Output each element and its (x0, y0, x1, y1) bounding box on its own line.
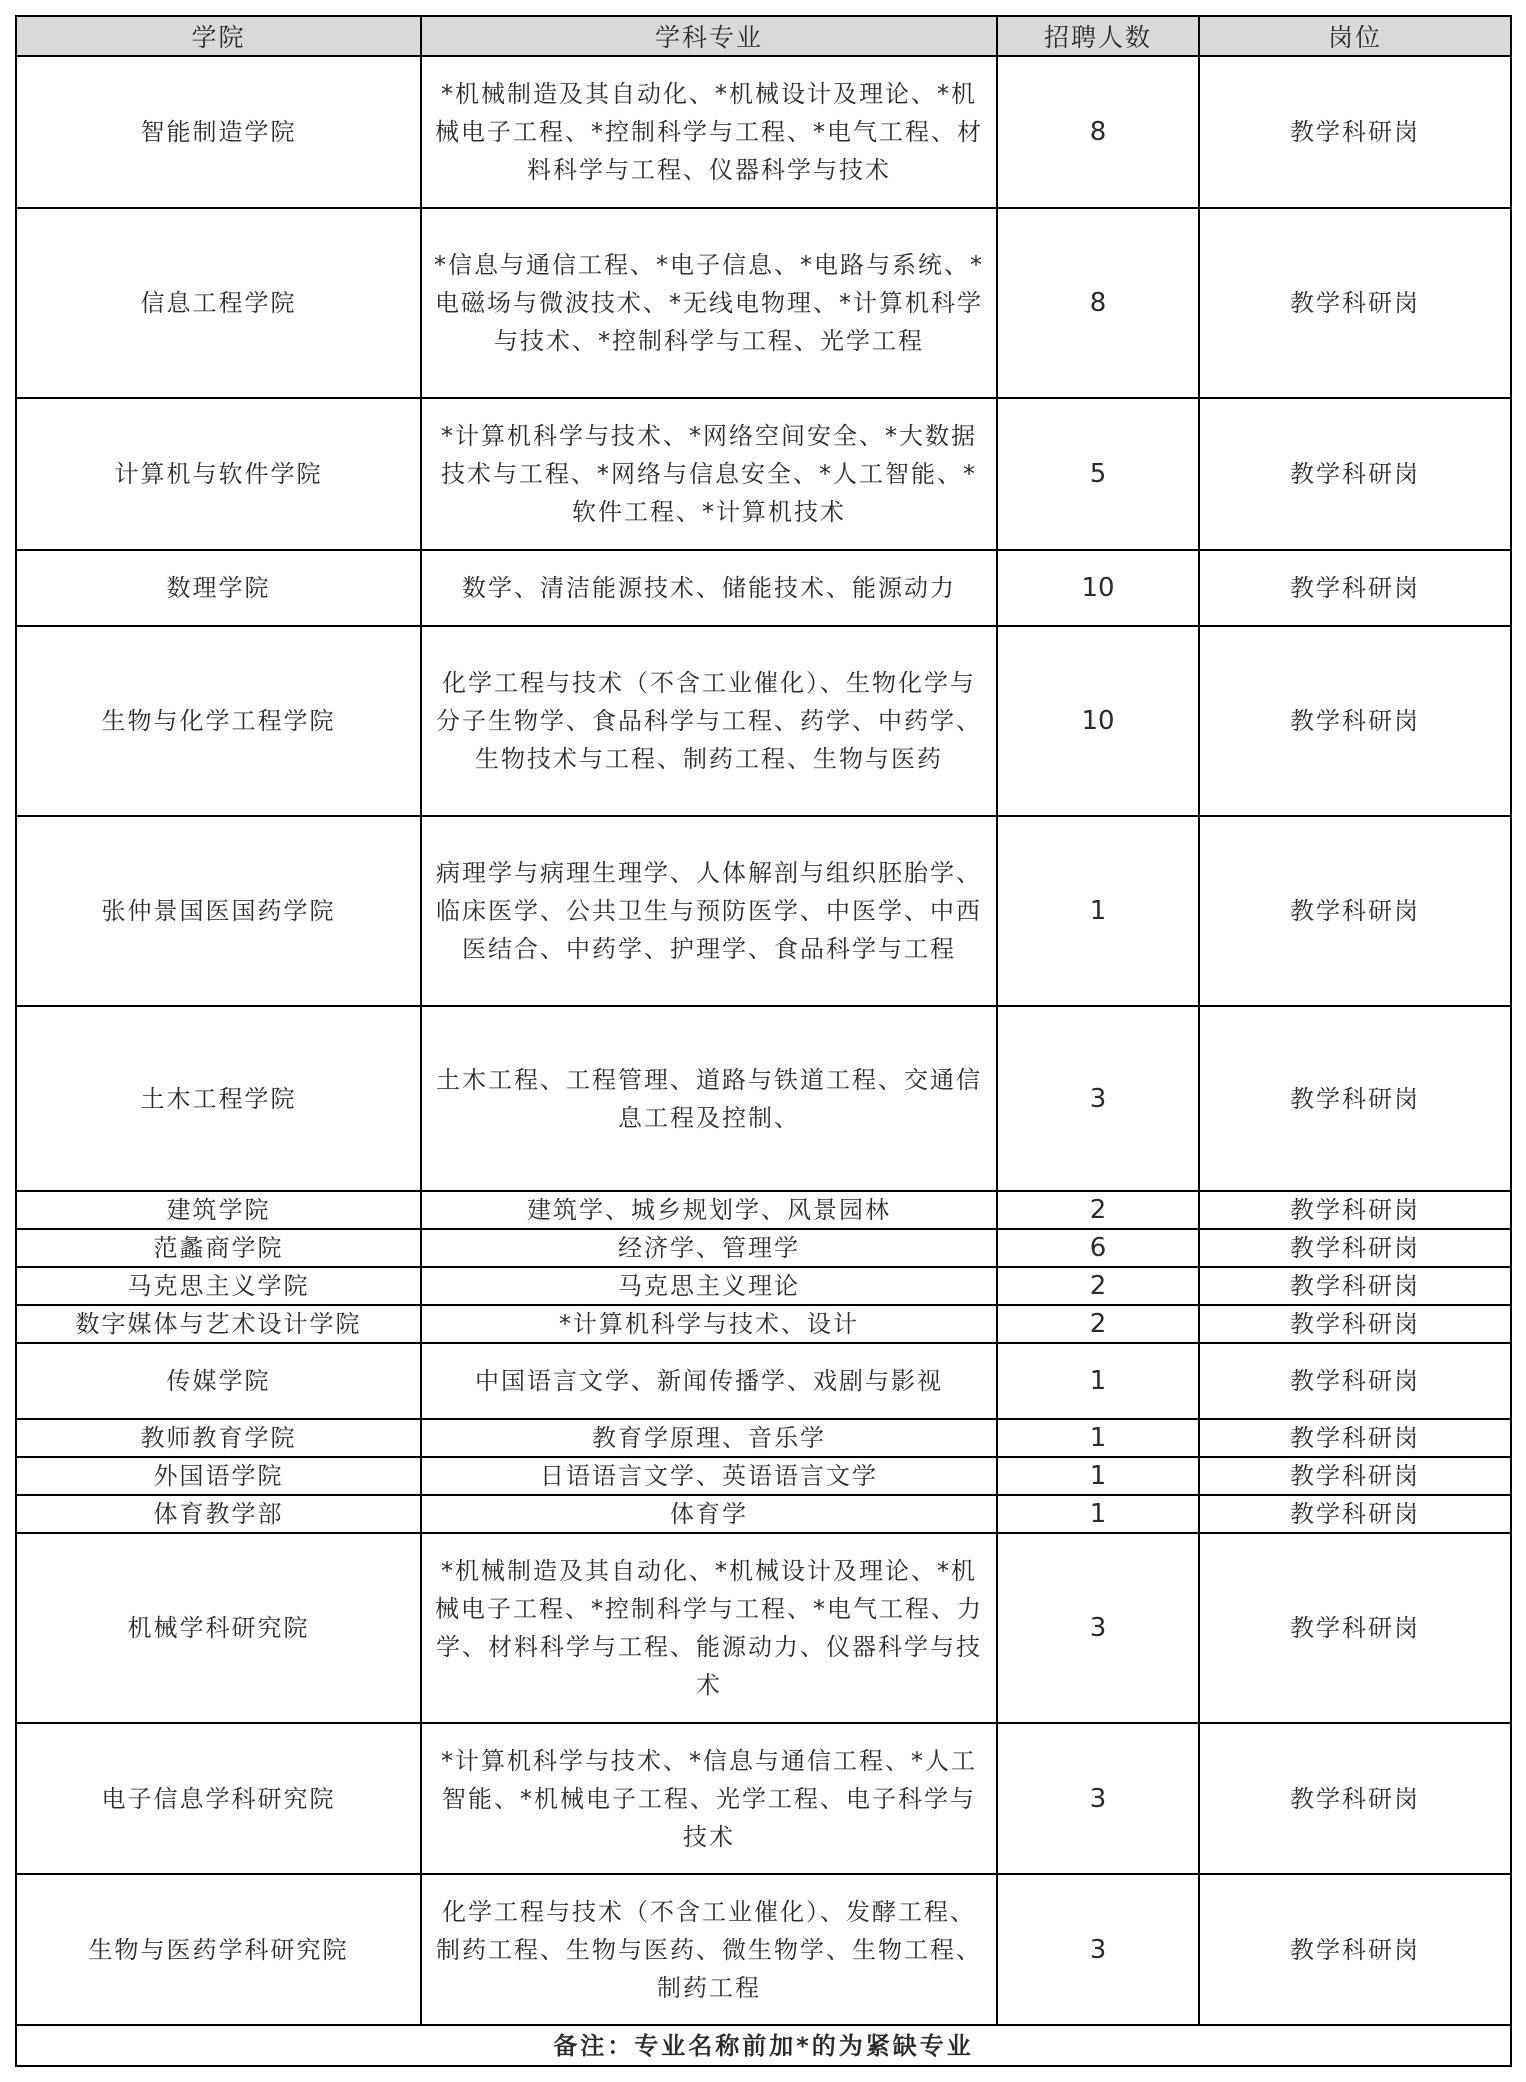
position-cell: 教学科研岗 (1199, 1457, 1511, 1495)
count-cell: 3 (997, 1723, 1199, 1874)
college-cell: 数理学院 (16, 550, 421, 626)
position-cell: 教学科研岗 (1199, 1874, 1511, 2025)
position-cell: 教学科研岗 (1199, 1305, 1511, 1343)
college-cell: 生物与医药学科研究院 (16, 1874, 421, 2025)
position-cell: 教学科研岗 (1199, 550, 1511, 626)
college-cell: 计算机与软件学院 (16, 398, 421, 550)
majors-cell: 体育学 (421, 1495, 997, 1533)
table-row (16, 1006, 1511, 1191)
count-cell: 1 (997, 1343, 1199, 1419)
count-cell: 2 (997, 1191, 1199, 1229)
majors-cell: 化学工程与技术（不含工业催化）、生物化学与分子生物学、食品科学与工程、药学、中药学、生物技术与工程、制药工程、生物与医药 (421, 626, 997, 816)
position-cell: 教学科研岗 (1199, 398, 1511, 550)
table-row (16, 1343, 1511, 1419)
majors-cell: *计算机科学与技术、*信息与通信工程、*人工智能、*机械电子工程、光学工程、电子科学与技术 (421, 1723, 997, 1874)
position-cell: 教学科研岗 (1199, 1723, 1511, 1874)
majors-cell: 经济学、管理学 (421, 1229, 997, 1267)
table-row (16, 208, 1511, 398)
table-row (16, 1419, 1511, 1457)
table-row (16, 1874, 1511, 2025)
majors-cell: 马克思主义理论 (421, 1267, 997, 1305)
college-cell: 体育教学部 (16, 1495, 421, 1533)
header-majors: 学科专业 (421, 16, 997, 56)
count-cell: 3 (997, 1006, 1199, 1191)
college-cell: 电子信息学科研究院 (16, 1723, 421, 1874)
position-cell: 教学科研岗 (1199, 56, 1511, 208)
count-cell: 5 (997, 398, 1199, 550)
table-row (16, 1533, 1511, 1723)
majors-cell: 化学工程与技术（不含工业催化）、发酵工程、制药工程、生物与医药、微生物学、生物工程、制药工程 (421, 1874, 997, 2025)
count-cell: 1 (997, 1457, 1199, 1495)
position-cell: 教学科研岗 (1199, 1267, 1511, 1305)
count-cell: 8 (997, 208, 1199, 398)
majors-cell: *计算机科学与技术、设计 (421, 1305, 997, 1343)
table-row (16, 1267, 1511, 1305)
majors-cell: 病理学与病理生理学、人体解剖与组织胚胎学、临床医学、公共卫生与预防医学、中医学、中西医结合、中药学、护理学、食品科学与工程 (421, 816, 997, 1006)
college-cell: 信息工程学院 (16, 208, 421, 398)
count-cell: 1 (997, 1495, 1199, 1533)
table-row (16, 816, 1511, 1006)
header-position: 岗位 (1199, 16, 1511, 56)
position-cell: 教学科研岗 (1199, 1191, 1511, 1229)
majors-cell: 数学、清洁能源技术、储能技术、能源动力 (421, 550, 997, 626)
college-cell: 传媒学院 (16, 1343, 421, 1419)
count-cell: 1 (997, 816, 1199, 1006)
header-college: 学院 (16, 16, 421, 56)
position-cell: 教学科研岗 (1199, 816, 1511, 1006)
position-cell: 教学科研岗 (1199, 1006, 1511, 1191)
college-cell: 智能制造学院 (16, 56, 421, 208)
table-note-row (16, 2025, 1511, 2066)
position-cell: 教学科研岗 (1199, 208, 1511, 398)
table-row (16, 1191, 1511, 1229)
majors-cell: 教育学原理、音乐学 (421, 1419, 997, 1457)
header-count: 招聘人数 (997, 16, 1199, 56)
count-cell: 3 (997, 1533, 1199, 1723)
position-cell: 教学科研岗 (1199, 1229, 1511, 1267)
table-row (16, 1495, 1511, 1533)
college-cell: 范蠡商学院 (16, 1229, 421, 1267)
table-note: 备注：专业名称前加*的为紧缺专业 (16, 2025, 1511, 2066)
table-header-row (16, 16, 1511, 56)
table-row (16, 550, 1511, 626)
majors-cell: *机械制造及其自动化、*机械设计及理论、*机械电子工程、*控制科学与工程、*电气工程、材料科学与工程、仪器科学与技术 (421, 56, 997, 208)
table-row (16, 1305, 1511, 1343)
college-cell: 数字媒体与艺术设计学院 (16, 1305, 421, 1343)
table-row (16, 1723, 1511, 1874)
college-cell: 机械学科研究院 (16, 1533, 421, 1723)
count-cell: 2 (997, 1267, 1199, 1305)
table-row (16, 1457, 1511, 1495)
recruitment-table (15, 15, 1512, 2067)
college-cell: 张仲景国医国药学院 (16, 816, 421, 1006)
table-row (16, 56, 1511, 208)
count-cell: 3 (997, 1874, 1199, 2025)
majors-cell: *机械制造及其自动化、*机械设计及理论、*机械电子工程、*控制科学与工程、*电气工程、力学、材料科学与工程、能源动力、仪器科学与技术 (421, 1533, 997, 1723)
college-cell: 生物与化学工程学院 (16, 626, 421, 816)
position-cell: 教学科研岗 (1199, 1419, 1511, 1457)
position-cell: 教学科研岗 (1199, 626, 1511, 816)
college-cell: 建筑学院 (16, 1191, 421, 1229)
majors-cell: 土木工程、工程管理、道路与铁道工程、交通信息工程及控制、 (421, 1006, 997, 1191)
table-row (16, 398, 1511, 550)
position-cell: 教学科研岗 (1199, 1495, 1511, 1533)
position-cell: 教学科研岗 (1199, 1533, 1511, 1723)
count-cell: 2 (997, 1305, 1199, 1343)
count-cell: 10 (997, 626, 1199, 816)
count-cell: 10 (997, 550, 1199, 626)
majors-cell: *信息与通信工程、*电子信息、*电路与系统、*电磁场与微波技术、*无线电物理、*计算机科学与技术、*控制科学与工程、光学工程 (421, 208, 997, 398)
majors-cell: 中国语言文学、新闻传播学、戏剧与影视 (421, 1343, 997, 1419)
majors-cell: 日语语言文学、英语语言文学 (421, 1457, 997, 1495)
majors-cell: 建筑学、城乡规划学、风景园林 (421, 1191, 997, 1229)
count-cell: 6 (997, 1229, 1199, 1267)
majors-cell: *计算机科学与技术、*网络空间安全、*大数据技术与工程、*网络与信息安全、*人工智能、*软件工程、*计算机技术 (421, 398, 997, 550)
college-cell: 土木工程学院 (16, 1006, 421, 1191)
table-row (16, 1229, 1511, 1267)
count-cell: 8 (997, 56, 1199, 208)
college-cell: 马克思主义学院 (16, 1267, 421, 1305)
college-cell: 教师教育学院 (16, 1419, 421, 1457)
table-row (16, 626, 1511, 816)
count-cell: 1 (997, 1419, 1199, 1457)
college-cell: 外国语学院 (16, 1457, 421, 1495)
position-cell: 教学科研岗 (1199, 1343, 1511, 1419)
